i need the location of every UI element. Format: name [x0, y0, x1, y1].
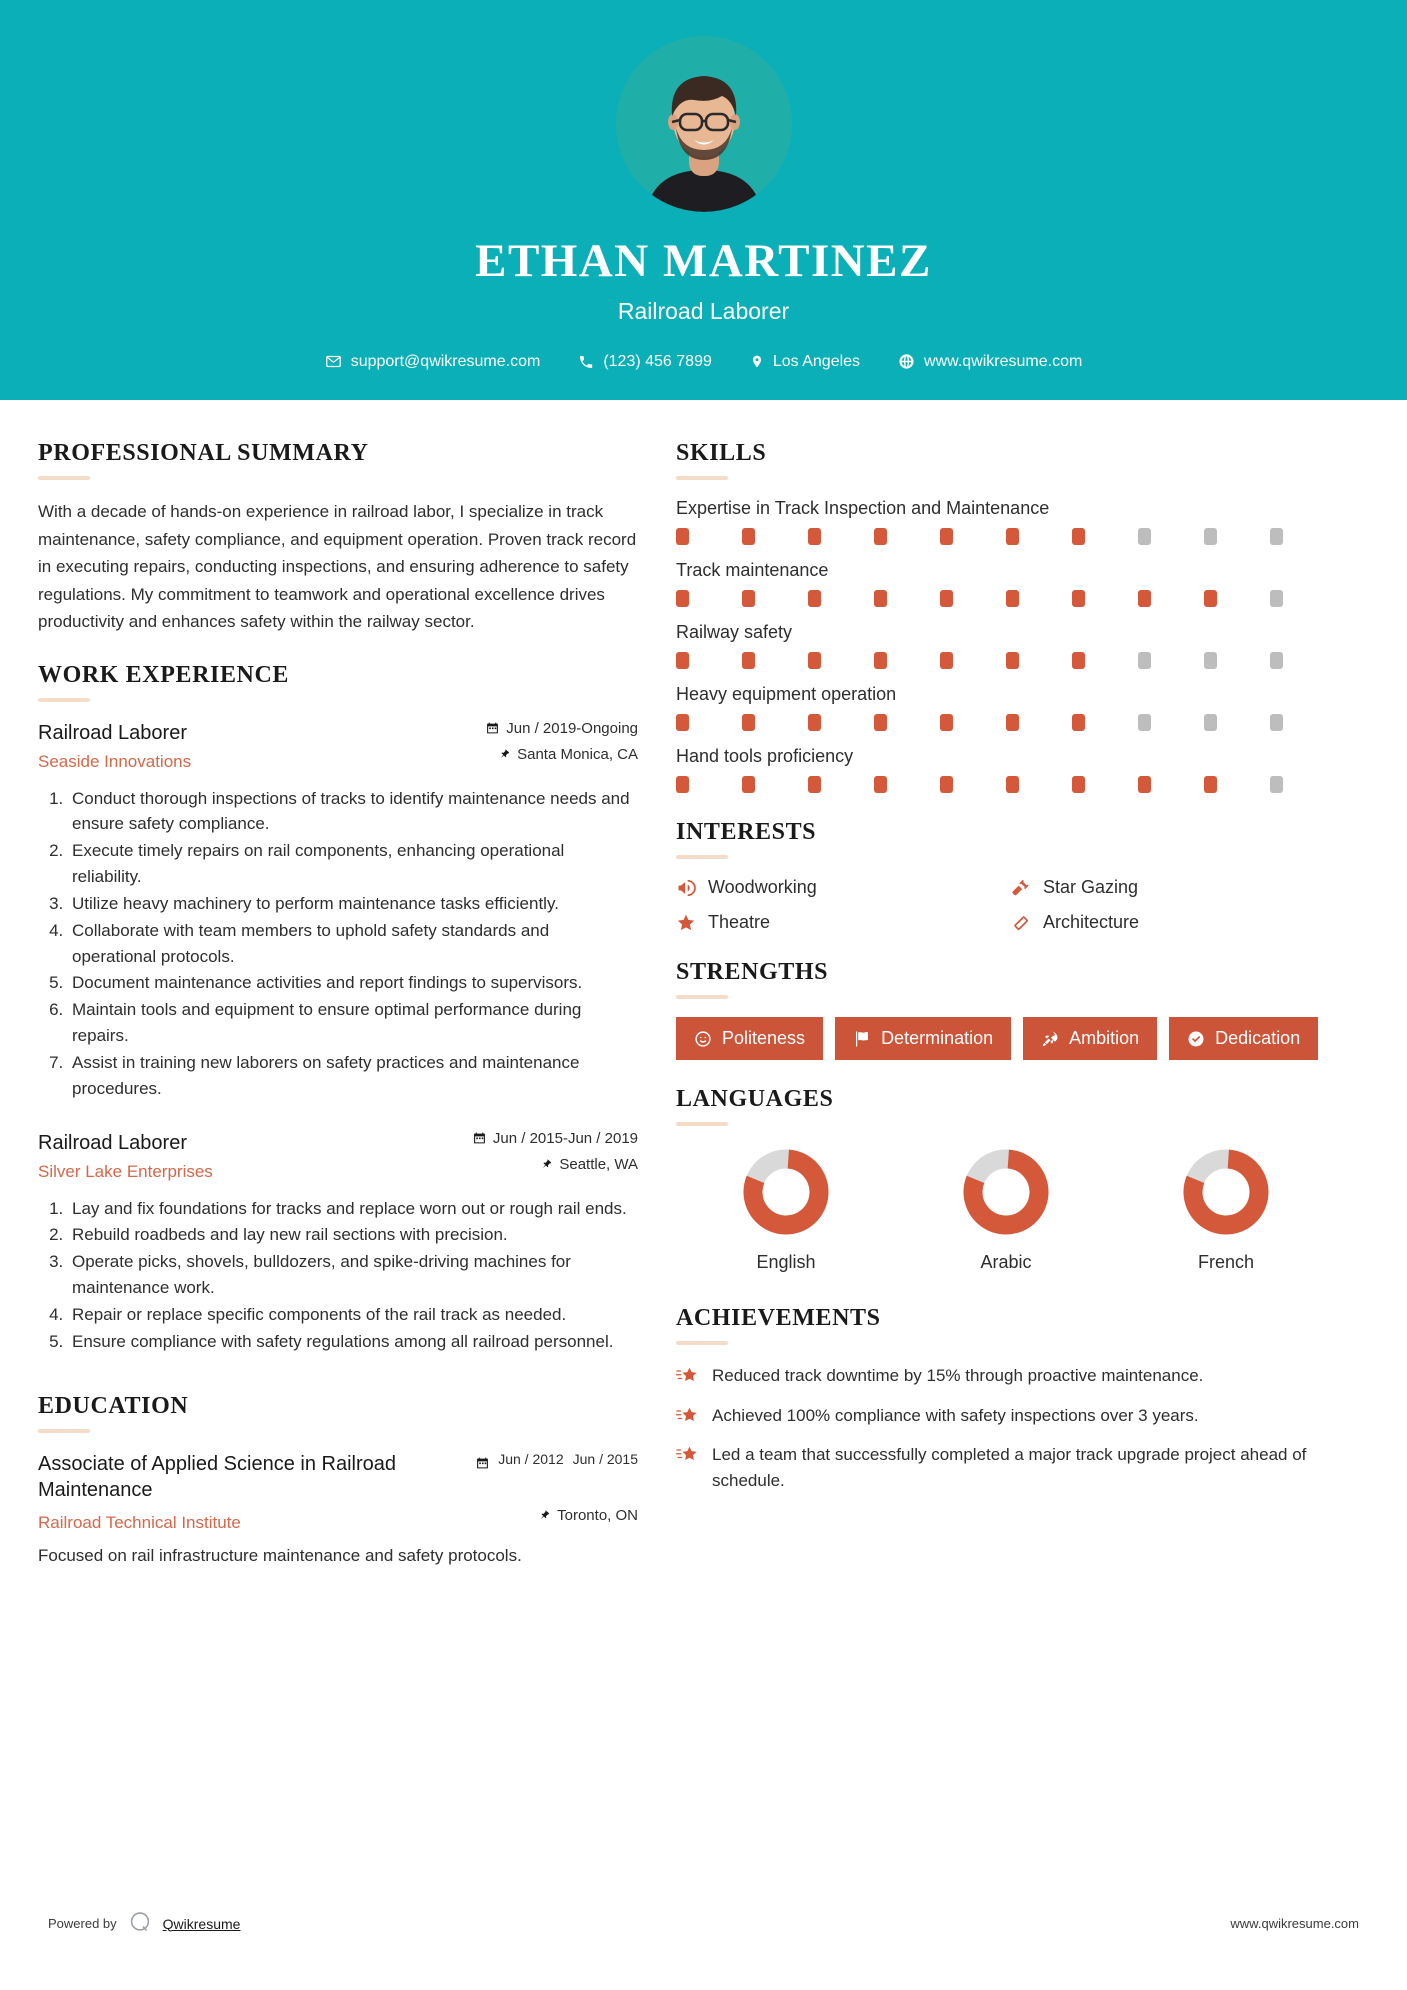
education-school: Railroad Technical Institute: [38, 1512, 241, 1532]
page-title: ETHAN MARTINEZ: [475, 235, 932, 287]
shooting-star-icon: [676, 1363, 698, 1386]
section-rule: [676, 855, 728, 859]
skill-dot-filled: [940, 652, 953, 669]
skill-rating: [676, 652, 1336, 669]
page-footer: [0, 1909, 1407, 1938]
section-heading-languages: LANGUAGES: [676, 1086, 834, 1112]
language-label: French: [1197, 1252, 1255, 1272]
skill-dot-filled: [1006, 714, 1019, 731]
skill-dot-filled: [808, 590, 821, 607]
section-languages: [676, 1086, 1336, 1273]
experience-bullets: [38, 786, 638, 1102]
language-label: English: [756, 1252, 816, 1272]
language-item: [676, 1144, 896, 1273]
skill-dot-empty: [1138, 652, 1151, 669]
left-column: [38, 440, 638, 1594]
interest-label: Architecture: [1043, 912, 1140, 932]
experience-item-right: [486, 720, 638, 763]
experience-location-text: Seattle, WA: [559, 1155, 638, 1173]
skill-dot-filled: [1072, 714, 1085, 731]
skill-dot-filled: [808, 528, 821, 545]
experience-item-header: [38, 720, 638, 772]
experience-role: Railroad Laborer: [38, 1131, 187, 1154]
skill-dot-filled: [808, 776, 821, 793]
list-item: 3. Utilize heavy machinery to perform maintenance tasks efficiently.: [68, 891, 638, 917]
contact-row: [0, 353, 1407, 371]
email-icon: [325, 353, 342, 370]
skill-label: Railway safety: [676, 622, 793, 642]
language-donut: [1178, 1144, 1274, 1240]
skill-dot-filled: [874, 714, 887, 731]
skill-dot-empty: [1270, 590, 1283, 607]
skill-rating: [676, 590, 1336, 607]
list-item: 4. Repair or replace specific components of the rail track as needed.: [68, 1302, 638, 1328]
skill-rating: [676, 776, 1336, 793]
interest-label: Star Gazing: [1043, 877, 1139, 897]
flag-icon: [853, 1030, 871, 1048]
calendar-icon: [476, 1456, 489, 1475]
skill-dot-empty: [1138, 714, 1151, 731]
education-location-text: Toronto, ON: [557, 1506, 638, 1524]
job-title: Railroad Laborer: [617, 297, 790, 324]
footer-left: [48, 1909, 240, 1938]
contact-email[interactable]: [306, 353, 560, 371]
footer-website: www.qwikresume.com: [1230, 1916, 1359, 1931]
experience-item: [38, 720, 638, 1102]
skill-dot-filled: [940, 528, 953, 545]
experience-item-left: [38, 720, 472, 772]
skill-dot-filled: [874, 652, 887, 669]
pin-icon: [541, 1157, 552, 1171]
list-item: 7. Assist in training new laborers on safety practices and maintenance procedures.: [68, 1050, 638, 1102]
experience-dates: [473, 1130, 638, 1147]
language-donut: [738, 1144, 834, 1240]
pin-icon: [539, 1508, 550, 1522]
experience-role: Railroad Laborer: [38, 721, 187, 744]
skill-dot-filled: [676, 528, 689, 545]
list-item: 6. Maintain tools and equipment to ensure optimal performance during repairs.: [68, 997, 638, 1049]
section-interests: [676, 819, 1336, 933]
education-date-start: Jun / 2012: [498, 1450, 564, 1467]
section-rule: [676, 995, 728, 999]
skill-item: [676, 498, 1336, 545]
education-item: [38, 1451, 638, 1569]
skill-dot-filled: [1138, 776, 1151, 793]
skill-dot-filled: [1072, 652, 1085, 669]
list-item: 5. Document maintenance activities and report findings to supervisors.: [68, 970, 638, 996]
section-skills: [676, 440, 1336, 793]
experience-dates-text: Jun / 2015-Jun / 2019: [492, 1129, 638, 1147]
strength-badge: [835, 1017, 1011, 1060]
skill-item: [676, 622, 1336, 669]
skill-item: [676, 746, 1336, 793]
summary-text: With a decade of hands-on experience in railroad labor, I specialize in track maintenance, safety compliance, and equipment operation. Proven track record in executing repairs, conducting inspections, and ensuring adherence to safety regulations. My commitment to teamwork and operational excellence drives productivity and enhances safety within the railway sector.: [38, 502, 637, 632]
skill-dot-filled: [742, 652, 755, 669]
achievement-text: Reduced track downtime by 15% through proactive maintenance.: [712, 1366, 1204, 1385]
shooting-star-icon: [676, 1442, 698, 1465]
education-subheader: [38, 1507, 638, 1533]
skills-list: [676, 498, 1336, 793]
contact-location[interactable]: [731, 353, 879, 371]
experience-org: Silver Lake Enterprises: [38, 1161, 213, 1181]
skill-dot-filled: [742, 776, 755, 793]
experience-dates: [486, 720, 638, 737]
footer-powered-by: Powered by: [48, 1916, 117, 1931]
skill-dot-filled: [676, 776, 689, 793]
education-item-header: [38, 1451, 638, 1503]
skill-dot-empty: [1204, 528, 1217, 545]
contact-location-text: Los Angeles: [772, 352, 861, 370]
skill-label: Hand tools proficiency: [676, 746, 854, 766]
experience-location-text: Santa Monica, CA: [517, 745, 638, 763]
skill-dot-empty: [1138, 528, 1151, 545]
megaphone-icon: [676, 878, 696, 898]
contact-email-text: support@qwikresume.com: [350, 352, 541, 370]
language-item: [1116, 1144, 1336, 1273]
strength-badge: [676, 1017, 823, 1060]
section-rule: [676, 1341, 728, 1345]
education-item-left: [38, 1451, 462, 1503]
skill-dot-filled: [940, 590, 953, 607]
ruler-diamond-icon: [1011, 913, 1031, 933]
strength-label: Ambition: [1069, 1028, 1140, 1048]
pin-icon: [499, 747, 510, 761]
section-rule: [38, 698, 90, 702]
experience-location: [486, 746, 638, 763]
section-strengths: [676, 959, 1336, 1060]
skill-dot-empty: [1204, 652, 1217, 669]
experience-org: Seaside Innovations: [38, 751, 192, 771]
skill-dot-empty: [1270, 528, 1283, 545]
experience-bullets: [38, 1196, 638, 1355]
achievement-text: Led a team that successfully completed a major track upgrade project ahead of schedule.: [712, 1445, 1307, 1490]
list-item: 2. Execute timely repairs on rail components, enhancing operational reliability.: [68, 838, 638, 890]
skill-item: [676, 560, 1336, 607]
section-education: [38, 1393, 638, 1569]
section-heading-skills: SKILLS: [676, 440, 767, 466]
list-item: 3. Operate picks, shovels, bulldozers, and spike-driving machines for maintenance work.: [68, 1249, 638, 1301]
strength-label: Dedication: [1215, 1028, 1301, 1048]
skill-label: Expertise in Track Inspection and Maintenance: [676, 498, 1050, 518]
skill-dot-filled: [1006, 528, 1019, 545]
resume-body: [0, 400, 1407, 1594]
list-item: 5. Ensure compliance with safety regulations among all railroad personnel.: [68, 1329, 638, 1355]
skill-rating: [676, 528, 1336, 545]
section-heading-interests: INTERESTS: [676, 819, 817, 845]
phone-icon: [578, 354, 594, 370]
interest-label: Theatre: [708, 912, 771, 932]
strengths-list: [676, 1017, 1336, 1060]
interest-item: [1011, 877, 1336, 898]
strength-label: Politeness: [722, 1028, 806, 1048]
section-heading-strengths: STRENGTHS: [676, 959, 829, 985]
section-heading-education: EDUCATION: [38, 1392, 189, 1419]
skill-dot-filled: [1006, 652, 1019, 669]
skill-dot-filled: [940, 714, 953, 731]
section-heading-achievements: ACHIEVEMENTS: [676, 1305, 881, 1331]
achievement-text: Achieved 100% compliance with safety inspections over 3 years.: [712, 1405, 1199, 1425]
skill-dot-filled: [1072, 776, 1085, 793]
achievement-item: [676, 1442, 1336, 1493]
strength-badge: [1023, 1017, 1157, 1060]
skill-dot-filled: [742, 528, 755, 545]
education-location: [539, 1507, 638, 1524]
skill-dot-filled: [874, 590, 887, 607]
skill-dot-filled: [1204, 776, 1217, 793]
education-item-right: [476, 1451, 638, 1475]
interests-grid: [676, 877, 1336, 933]
interest-label: Woodworking: [708, 877, 817, 897]
rocket-icon: [1041, 1030, 1059, 1048]
experience-location: [473, 1156, 638, 1173]
skill-dot-empty: [1270, 714, 1283, 731]
skill-dot-filled: [1006, 590, 1019, 607]
education-location-wrap: [539, 1507, 638, 1524]
list-item: 2. Rebuild roadbeds and lay new rail sections with precision.: [68, 1222, 638, 1248]
skill-dot-filled: [1204, 590, 1217, 607]
right-column: [676, 440, 1336, 1519]
globe-icon: [898, 353, 915, 370]
skill-dot-filled: [874, 776, 887, 793]
skill-dot-filled: [676, 714, 689, 731]
language-label: Arabic: [980, 1252, 1032, 1272]
calendar-icon: [486, 721, 499, 735]
interest-item: [1011, 912, 1336, 933]
interest-item: [676, 877, 1001, 898]
section-work-experience: [38, 662, 638, 1355]
experience-item: [38, 1130, 638, 1355]
smiley-icon: [694, 1030, 712, 1048]
skill-dot-filled: [808, 714, 821, 731]
list-item: 1. Lay and fix foundations for tracks and replace worn out or rough rail ends.: [68, 1196, 638, 1222]
skill-dot-filled: [742, 714, 755, 731]
skill-dot-filled: [676, 652, 689, 669]
skill-dot-filled: [1072, 528, 1085, 545]
section-heading-experience: WORK EXPERIENCE: [38, 661, 290, 688]
list-item: 4. Collaborate with team members to uphold safety standards and operational protocols.: [68, 918, 638, 970]
contact-website-text: www.qwikresume.com: [924, 352, 1083, 370]
gavel-icon: [1011, 878, 1031, 898]
qwikresume-logo-icon: [127, 1909, 153, 1938]
avatar: [616, 36, 792, 212]
check-circle-icon: [1187, 1030, 1205, 1048]
strength-label: Determination: [881, 1028, 994, 1048]
section-achievements: [676, 1305, 1336, 1493]
section-professional-summary: [38, 440, 638, 636]
star-icon: [676, 913, 696, 933]
skill-rating: [676, 714, 1336, 731]
contact-phone[interactable]: [559, 353, 731, 371]
contact-phone-text: (123) 456 7899: [603, 352, 712, 370]
avatar-photo: [616, 36, 792, 212]
skill-dot-filled: [1006, 776, 1019, 793]
education-school-wrap: [38, 1507, 525, 1533]
list-item: 1. Conduct thorough inspections of tracks to identify maintenance needs and ensure safety compliance.: [68, 786, 638, 838]
language-item: [896, 1144, 1116, 1273]
skill-label: Heavy equipment operation: [676, 684, 897, 704]
education-degree: Associate of Applied Science in Railroad Maintenance: [38, 1452, 396, 1501]
shooting-star-icon: [676, 1403, 698, 1426]
section-rule: [676, 476, 728, 480]
location-pin-icon: [750, 353, 764, 370]
achievement-item: [676, 1363, 1336, 1389]
skill-dot-empty: [1270, 652, 1283, 669]
section-heading-summary: PROFESSIONAL SUMMARY: [38, 440, 369, 466]
calendar-icon: [473, 1131, 486, 1145]
skill-dot-filled: [874, 528, 887, 545]
skill-dot-empty: [1204, 714, 1217, 731]
education-date-end: Jun / 2015: [572, 1450, 638, 1467]
languages-list: [676, 1144, 1336, 1273]
footer-brand-link[interactable]: Qwikresume: [162, 1915, 241, 1932]
strength-badge: [1169, 1017, 1318, 1060]
section-rule: [38, 1429, 90, 1433]
section-rule: [676, 1122, 728, 1126]
education-dates: [476, 1451, 638, 1475]
skill-label: Track maintenance: [676, 560, 829, 580]
contact-website[interactable]: [879, 353, 1101, 371]
skill-dot-filled: [1138, 590, 1151, 607]
skill-dot-filled: [676, 590, 689, 607]
experience-item-header: [38, 1130, 638, 1182]
experience-dates-text: Jun / 2019-Ongoing: [506, 719, 638, 737]
experience-item-left: [38, 1130, 459, 1182]
interest-item: [676, 912, 1001, 933]
skill-dot-filled: [742, 590, 755, 607]
skill-dot-empty: [1270, 776, 1283, 793]
resume-header: [0, 0, 1407, 400]
experience-item-right: [473, 1130, 638, 1173]
section-rule: [38, 476, 90, 480]
skill-dot-filled: [1072, 590, 1085, 607]
language-donut: [958, 1144, 1054, 1240]
education-description: Focused on rail infrastructure maintenance and safety protocols.: [38, 1545, 522, 1565]
skill-item: [676, 684, 1336, 731]
skill-dot-filled: [940, 776, 953, 793]
skill-dot-filled: [808, 652, 821, 669]
achievement-item: [676, 1403, 1336, 1429]
